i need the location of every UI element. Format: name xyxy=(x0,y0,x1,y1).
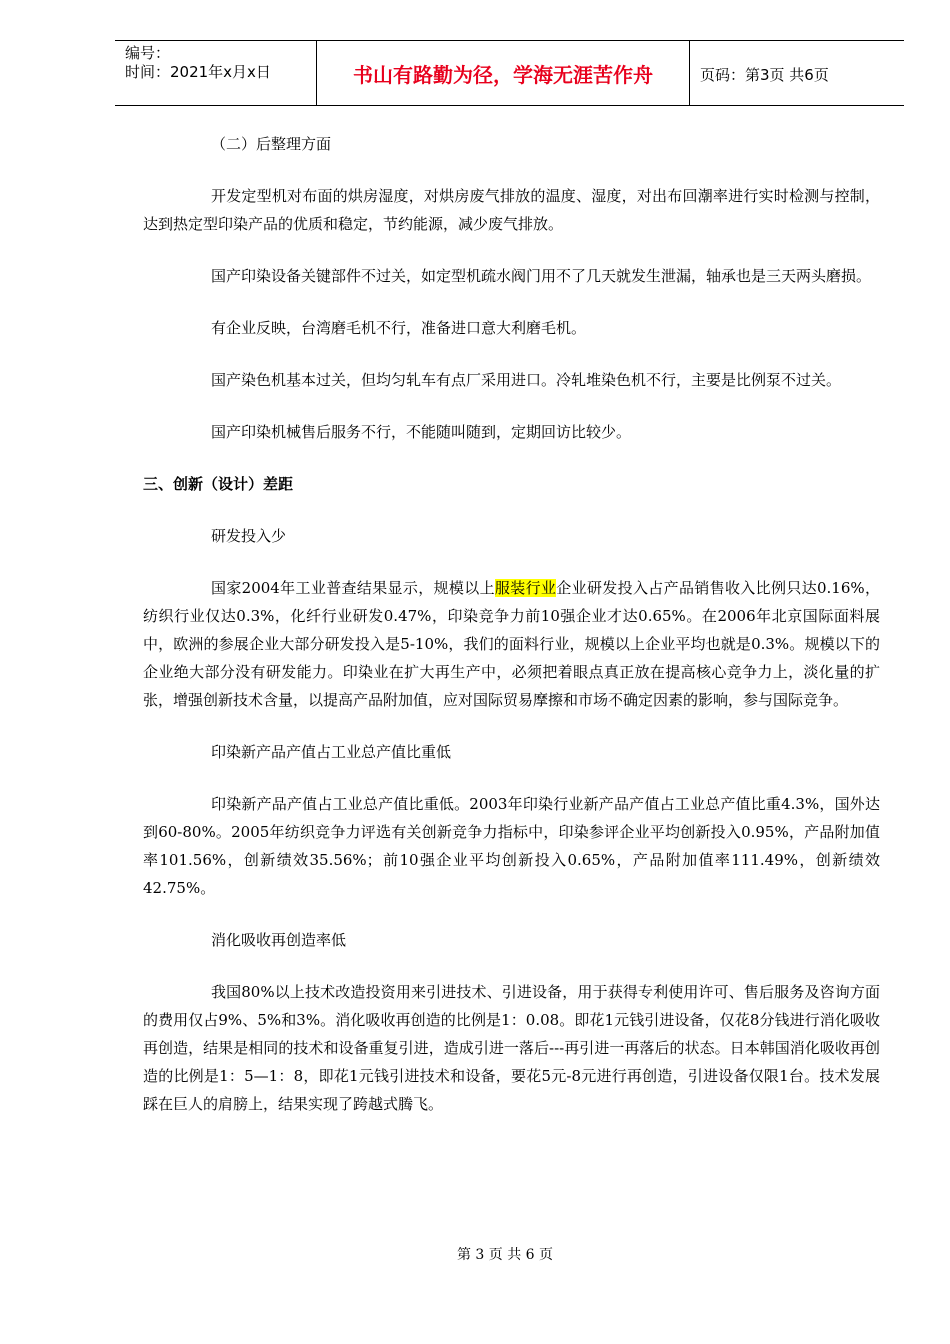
page-header xyxy=(115,40,904,106)
subsection-title: 印染新产品产值占工业总产值比重低 xyxy=(211,743,452,761)
document-time-label: 时间：2021年x月x日 xyxy=(125,63,271,81)
page-footer: 第 3 页 共 6 页 xyxy=(456,1247,554,1263)
section-heading: 三、创新（设计）差距 xyxy=(143,475,294,493)
paragraph-text: 国家2004年工业普查结果显示，规模以上 xyxy=(211,579,495,597)
paragraph: 国产染色机基本过关，但均匀轧车有点厂采用进口。冷轧堆染色机不行，主要是比例泵不过关。 xyxy=(211,371,842,389)
header-page-info: 页码：第3页 共6页 xyxy=(700,66,829,84)
subsection-title: 消化吸收再创造率低 xyxy=(211,931,347,949)
header-page-cell xyxy=(690,41,904,105)
header-slogan-cell xyxy=(316,41,690,105)
paragraph: 印染新产品产值占工业总产值比重低。2003年印染行业新产品产值占工业总产值比重4.3%，国外达到60-80%。2005年纺织竞争力评选有关创新竞争力指标中，印染参评企业平均创新投入0.95%，产品附加值率101.56%，创新绩效35.56%；前10强企业平均创新投入0.65%，产品附加值率111.49%，创新绩效42.75%。 xyxy=(143,795,880,897)
paragraph-text: 企业研发投入占产品销售收入比例只达0.16%，纺织行业仅达0.3%，化纤行业研发0.47%，印染竞争力前10强企业才达0.65%。在2006年北京国际面料展中，欧洲的参展企业大部分研发投入是5-10%，我们的面料行业，规模以上企业平均也就是0.3%。规模以下的企业绝大部分没有研发能力。印染业在扩大再生产中，必须把着眼点真正放在提高核心竞争力上，淡化量的扩张，增强创新技术含量，以提高产品附加值，应对国际贸易摩擦和市场不确定因素的影响，参与国际竞争。 xyxy=(143,579,880,709)
document-body xyxy=(143,130,880,1118)
paragraph: 开发定型机对布面的烘房湿度，对烘房废气排放的温度、湿度，对出布回潮率进行实时检测与控制，达到热定型印染产品的优质和稳定，节约能源，减少废气排放。 xyxy=(143,187,880,233)
subsection-title: （二）后整理方面 xyxy=(211,135,332,153)
header-slogan: 书山有路勤为径，学海无涯苦作舟 xyxy=(353,63,653,87)
paragraph: 有企业反映，台湾磨毛机不行，准备进口意大利磨毛机。 xyxy=(211,319,587,337)
paragraph: 国产印染机械售后服务不行，不能随叫随到，定期回访比较少。 xyxy=(211,423,632,441)
paragraph: 国产印染设备关键部件不过关，如定型机疏水阀门用不了几天就发生泄漏，轴承也是三天两头磨损。 xyxy=(211,267,872,285)
paragraph: 我国80%以上技术改造投资用来引进技术、引进设备，用于获得专利使用许可、售后服务及咨询方面的费用仅占9%、5%和3%。消化吸收再创造的比例是1：0.08。即花1元钱引进设备，仅花8分钱进行消化吸收再创造，结果是相同的技术和设备重复引进，造成引进一落后---再引进一再落后的状态。日本韩国消化吸收再创造的比例是1：5—1：8，即花1元钱引进技术和设备，要花5元-8元进行再创造，引进设备仅限1台。技术发展踩在巨人的肩膀上，结果实现了跨越式腾飞。 xyxy=(143,983,880,1113)
subsection-title: 研发投入少 xyxy=(211,527,287,545)
highlighted-term-link[interactable]: 服装行业 xyxy=(494,579,557,597)
header-meta-cell xyxy=(115,41,316,105)
document-number-label: 编号： xyxy=(125,44,171,62)
paragraph xyxy=(143,574,880,714)
